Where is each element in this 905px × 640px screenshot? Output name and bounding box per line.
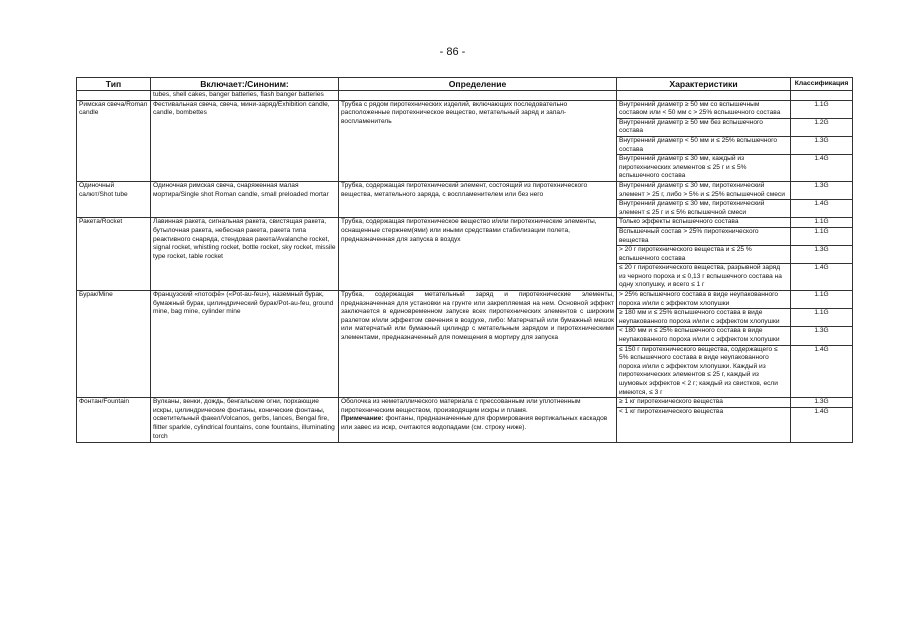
cell-classification: 1.3G	[791, 136, 853, 154]
header-definition: Определение	[339, 78, 617, 91]
table-row	[77, 218, 853, 228]
cell-classification: 1.1G	[791, 218, 853, 228]
cell-characteristics: Внутренний диаметр ≤ 30 мм, пиротехнический элемент > 25 г, либо > 5% и ≤ 25% вспышечной смеси	[617, 181, 791, 199]
cell-type: Римская свеча/Roman candle	[77, 100, 151, 181]
cell-classification: 1.4G	[791, 264, 853, 291]
cell-includes: Вулканы, венки, дождь, бенгальские огни, порхающие искры, цилиндрические фонтаны, конические фонтаны, осветительный факел/Volcanos, gerbs, lances, Bengal fire, flitter sparkle, cylindrical fountains, cone fountains, illuminating torch	[151, 398, 339, 443]
cell-classification: 1.3G	[791, 327, 853, 345]
cell-definition: Трубка, содержащая пиротехническое вещество и/или пиротехнические элементы, оснащенные стержнем(ями) или иными средствами стабилизации полета, предназначенная для запуска в воздух	[339, 218, 617, 291]
cell-classification: 1.1G	[791, 100, 853, 118]
cell-type	[77, 91, 151, 101]
cell-characteristics: Внутренний диаметр < 50 мм и ≤ 25% вспышечного состава	[617, 136, 791, 154]
header-classification: Классификация	[791, 78, 853, 91]
cell-definition: Трубка, содержащая пиротехнический элемент, состоящий из пиротехнического вещества, метательного заряда, с воспламенителем или без него	[339, 181, 617, 217]
cell-definition	[339, 91, 617, 101]
note-label: Примечание:	[341, 415, 384, 423]
cell-characteristics: ≤ 20 г пиротехнического вещества, разрывной заряд из черного пороха и ≤ 0,13 г вспышечного состава на одну хлопушку, и всего ≤ 1 г	[617, 264, 791, 291]
cell-type: Ракета/Rocket	[77, 218, 151, 291]
table-row	[77, 181, 853, 199]
cell-characteristics: ≥ 1 кг пиротехнического вещества	[617, 398, 791, 408]
cell-classification: 1.1G	[791, 309, 853, 327]
cell-classification: 1.4G	[791, 407, 853, 442]
cell-definition: Трубка, содержащая метательный заряд и пиротехнические элементы, предназначенная для установки на грунте или закрепляемая на нем. Основной эффект заключается в единовременном запуске всех пиротехнических элементов с широким разлетом и/или эффектом свечения в воздухе, либо: Матерчатый или бумажный мешок или матерчатый или бумажный цилиндр с метательным зарядом и пиротехническими элементами, предназначенный для помещения в мортиру для запуска	[339, 291, 617, 398]
cell-includes: Французский «потофё» («Pot-au-feu»), наземный бурак, бумажный бурак, цилиндрический бурак/Pot-au-feu, ground mine, bag mine, cylinder mine	[151, 291, 339, 398]
header-characteristics: Характеристики	[617, 78, 791, 91]
cell-type: Бурак/Mine	[77, 291, 151, 398]
cell-characteristics: ≤ 150 г пиротехнического вещества, содержащего ≤ 5% вспышечного состава в виде неупакованного пороха и/или с эффектом хлопушки. Каждый из пиротехнических элементов ≤ 25 г, каждый из шумовых эффектов < 2 г; каждый из свистков, если имеются, ≤ 3 г	[617, 345, 791, 398]
cell-classification: 1.3G	[791, 181, 853, 199]
table-row	[77, 398, 853, 408]
cell-characteristics: Внутренний диаметр ≤ 30 мм, пиротехнический элемент ≤ 25 г и ≤ 5% вспышечной смеси	[617, 200, 791, 218]
cell-characteristics	[617, 91, 791, 101]
note-text: фонтаны, предназначенные для формирования вертикальных каскадов или завес из искр, считаются водопадами (см. строку ниже).	[341, 415, 608, 431]
cell-characteristics: Внутренний диаметр ≤ 30 мм, каждый из пиротехнических элементов ≤ 25 г и ≤ 5% вспышечного состава	[617, 155, 791, 182]
table-row	[77, 100, 853, 118]
cell-includes: Одиночная римская свеча, снаряженная малая мортира/Single shot Roman candle, small preloaded mortar	[151, 181, 339, 217]
cell-definition: Трубка с рядом пиротехнических изделий, включающих последовательно расположенные пиротехническое вещество, метательный заряд и запал-воспламенитель	[339, 100, 617, 181]
cell-characteristics: Внутренний диаметр ≥ 50 мм со вспышечным составом или < 50 мм с > 25% вспышечного состава	[617, 100, 791, 118]
cell-classification: 1.4G	[791, 345, 853, 398]
cell-includes: tubes, shell cakes, banger batteries, flash banger batteries	[151, 91, 339, 101]
cell-includes: Лавинная ракета, сигнальная ракета, свистящая ракета, бутылочная ракета, небесная ракета, ракета типа реактивного снаряда, стендовая ракета/Avalanche rocket, signal rocket, whistling rocket, bottle rocket, sky rocket, missile type rocket, table rocket	[151, 218, 339, 291]
cell-characteristics: Внутренний диаметр ≥ 50 мм без вспышечного состава	[617, 118, 791, 136]
cell-includes: Фестивальная свеча, свеча, мини-заряд/Exhibition candle, candle, bombettes	[151, 100, 339, 181]
table-header-row	[77, 78, 853, 91]
cell-characteristics: Только эффекты вспышечного состава	[617, 218, 791, 228]
cell-classification: 1.1G	[791, 227, 853, 245]
cell-classification: 1.3G	[791, 398, 853, 408]
cell-classification: 1.4G	[791, 200, 853, 218]
definition-text: Оболочка из неметаллического материала с прессованным или уплотненным пиротехническим веществом, производящим искры и пламя.	[341, 398, 581, 414]
cell-classification: 1.3G	[791, 246, 853, 264]
cell-type: Одиночный салют/Shot tube	[77, 181, 151, 217]
cell-classification: 1.1G	[791, 291, 853, 309]
cell-definition	[339, 398, 617, 443]
header-type: Тип	[77, 78, 151, 91]
cell-type: Фонтан/Fountain	[77, 398, 151, 443]
table-row	[77, 91, 853, 101]
cell-characteristics: < 1 кг пиротехнического вещества	[617, 407, 791, 442]
cell-characteristics: ≥ 180 мм и ≤ 25% вспышечного состава в виде неупакованного пороха и/или с эффектом хлопушки	[617, 309, 791, 327]
cell-classification	[791, 91, 853, 101]
cell-characteristics: < 180 мм и ≤ 25% вспышечного состава в виде неупакованного пороха и/или с эффектом хлопушки	[617, 327, 791, 345]
cell-classification: 1.4G	[791, 155, 853, 182]
table-row	[77, 291, 853, 309]
cell-characteristics: > 25% вспышечного состава в виде неупакованного пороха и/или с эффектом хлопушки	[617, 291, 791, 309]
cell-characteristics: > 20 г пиротехнического вещества и ≤ 25 % вспышечного состава	[617, 246, 791, 264]
classification-table	[76, 77, 853, 443]
cell-classification: 1.2G	[791, 118, 853, 136]
page-number: - 86 -	[439, 46, 466, 58]
cell-characteristics: Вспышечный состав > 25% пиротехнического вещества	[617, 227, 791, 245]
header-includes: Включает:/Синоним:	[151, 78, 339, 91]
